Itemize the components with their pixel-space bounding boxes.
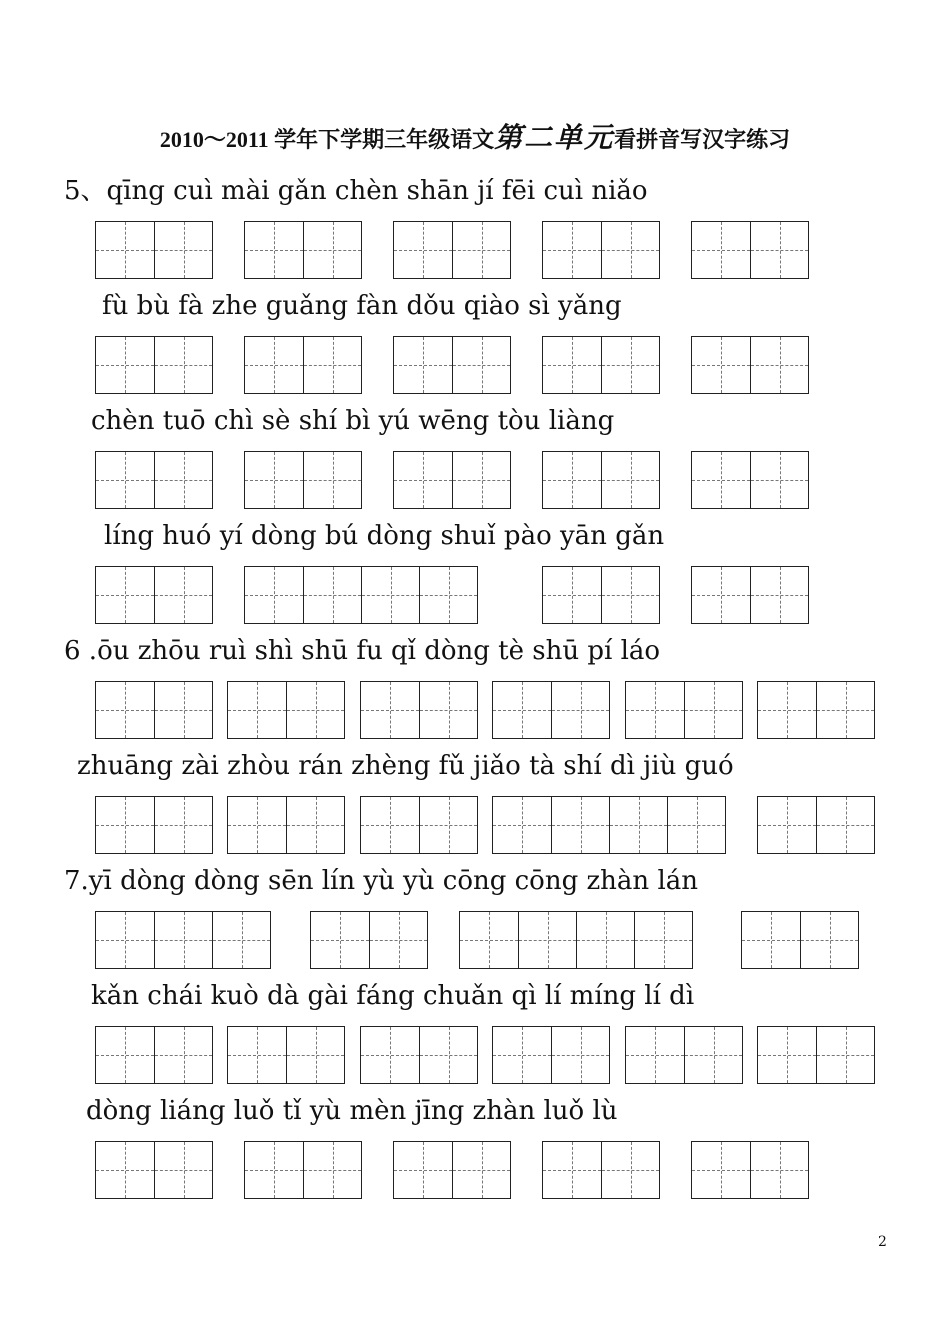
char-box-group[interactable]	[360, 681, 478, 739]
char-box-group[interactable]	[741, 911, 859, 969]
char-box-group[interactable]	[393, 336, 511, 394]
pinyin-line-1: 5、qīng cuì mài gǎn chèn shān jí fēi cuì niǎo	[64, 176, 648, 206]
char-box-group[interactable]	[244, 451, 362, 509]
char-box-group[interactable]	[492, 1026, 610, 1084]
title-part1: 2010～2011 学年下学期三年级语文	[159, 127, 495, 152]
pinyin-line-9: dòng liáng luǒ tǐ yù mèn jīng zhàn luǒ lù	[86, 1096, 618, 1126]
char-box-group[interactable]	[691, 336, 809, 394]
char-box-group[interactable]	[227, 681, 345, 739]
char-box-group[interactable]	[95, 911, 271, 969]
pinyin-line-2: fù bù fà zhe guǎng fàn dǒu qiào sì yǎng	[102, 291, 622, 321]
char-box-group[interactable]	[625, 681, 743, 739]
title-part3: 看拼音写汉字练习	[614, 127, 791, 152]
char-box-group[interactable]	[691, 566, 809, 624]
char-box-group[interactable]	[95, 681, 213, 739]
char-box-group[interactable]	[360, 796, 478, 854]
char-box-group[interactable]	[691, 451, 809, 509]
char-box-group[interactable]	[757, 681, 875, 739]
pinyin-line-5: 6 .ōu zhōu ruì shì shū fu qǐ dòng tè shū pí láo	[64, 636, 661, 666]
char-box-group[interactable]	[244, 336, 362, 394]
char-box-group[interactable]	[360, 1026, 478, 1084]
char-box-group[interactable]	[244, 566, 478, 624]
pinyin-line-7: 7.yī dòng dòng sēn lín yù yù cōng cōng zhàn lán	[64, 866, 699, 896]
char-box-group[interactable]	[95, 451, 213, 509]
char-box-group[interactable]	[227, 1026, 345, 1084]
char-box-group[interactable]	[625, 1026, 743, 1084]
char-box-group[interactable]	[757, 796, 875, 854]
char-box-group[interactable]	[691, 221, 809, 279]
char-box-group[interactable]	[492, 681, 610, 739]
pinyin-line-6: zhuāng zài zhòu rán zhèng fǔ jiǎo tà shí dì jiù guó	[77, 751, 734, 781]
char-box-group[interactable]	[459, 911, 693, 969]
title-unit: 第二单元	[494, 123, 615, 154]
pinyin-line-4: líng huó yí dòng bú dòng shuǐ pào yān gǎn	[104, 521, 665, 551]
char-box-group[interactable]	[244, 1141, 362, 1199]
char-box-group[interactable]	[542, 336, 660, 394]
char-box-group[interactable]	[542, 451, 660, 509]
char-box-group[interactable]	[542, 221, 660, 279]
char-box-group[interactable]	[393, 1141, 511, 1199]
char-box-group[interactable]	[393, 221, 511, 279]
char-box-group[interactable]	[757, 1026, 875, 1084]
char-box-group[interactable]	[95, 1141, 213, 1199]
char-box-group[interactable]	[542, 566, 660, 624]
char-box-group[interactable]	[95, 221, 213, 279]
char-box-group[interactable]	[95, 1026, 213, 1084]
char-box-group[interactable]	[95, 796, 213, 854]
pinyin-line-3: chèn tuō chì sè shí bì yú wēng tòu liàng	[91, 406, 615, 436]
char-box-group[interactable]	[691, 1141, 809, 1199]
pinyin-line-8: kǎn chái kuò dà gài fáng chuǎn qì lí míng lí dì	[91, 981, 695, 1011]
page-title	[0, 116, 950, 156]
char-box-group[interactable]	[227, 796, 345, 854]
char-box-group[interactable]	[95, 566, 213, 624]
char-box-group[interactable]	[244, 221, 362, 279]
char-box-group[interactable]	[492, 796, 726, 854]
char-box-group[interactable]	[542, 1141, 660, 1199]
char-box-group[interactable]	[393, 451, 511, 509]
char-box-group[interactable]	[95, 336, 213, 394]
char-box-group[interactable]	[310, 911, 428, 969]
page-number: 2	[878, 1234, 887, 1250]
